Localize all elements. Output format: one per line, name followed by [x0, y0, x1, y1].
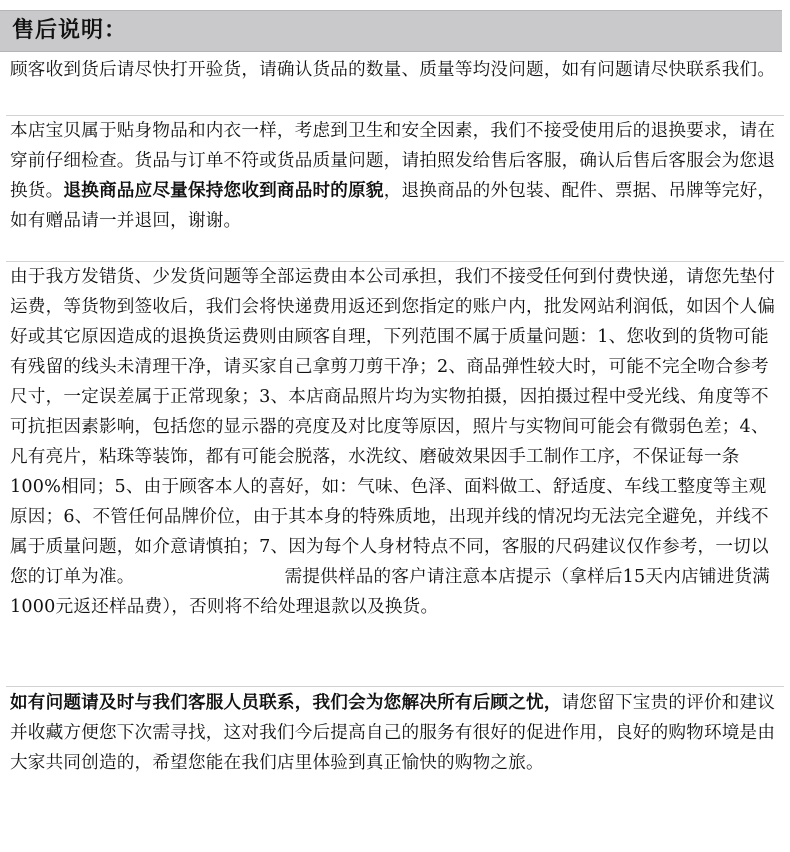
- paragraph-return-policy: [10, 116, 780, 236]
- paragraph-text: ，退换商品的外包装、配件、票据、吊牌等完好，如有赠品请一并退回，谢谢。: [10, 181, 776, 231]
- paragraph-text: 请您留下宝贵的评价和建议并收藏方便您下次需寻找，这对我们今后提高自己的服务有很好的促进作用，良好的购物环境是由大家共同创造的，希望您能在我们店里体验到真正愉快的购物之旅。: [10, 693, 776, 773]
- paragraph-text: 需提供样品的客户请注意本店提示（拿样后15天内店铺进货满1000元返还样品费），否则将不给处理退款以及换货。: [10, 567, 770, 617]
- page-title: 售后说明：: [12, 18, 128, 43]
- divider: [6, 686, 784, 687]
- section-header: [0, 10, 782, 52]
- paragraph-text: 本店宝贝属于贴身物品和内衣一样，考虑到卫生和安全因素，我们不接受使用后的退换要求，请在穿前仔细检查。货品与订单不符或货品质量问题，请拍照发给售后客服，确认后售后客服会为您退换货。: [10, 121, 776, 201]
- paragraph-emphasis: 如有问题请及时与我们客服人员联系，我们会为您解决所有后顾之忧，: [10, 692, 562, 713]
- paragraph-contact: [10, 688, 780, 778]
- paragraph-inspection: [10, 55, 780, 85]
- paragraph-shipping-and-quality: [10, 262, 780, 622]
- paragraph-text: 由于我方发错货、少发货问题等全部运费由本公司承担，我们不接受任何到付费快递，请您先垫付运费，等货物到签收后，我们会将快递费用返还到您指定的账户内，批发网站利润低，如因个人偏好或其它原因造成的退换货运费则由顾客自理，下列范围不属于质量问题：1、您收到的货物可能有残留的线头未清理干净，请买家自己拿剪刀剪干净；2、商品弹性较大时，可能不完全吻合参考尺寸，一定误差属于正常现象；3、本店商品照片均为实物拍摄，因拍摄过程中受光线、角度等不可抗拒因素影响，包括您的显示器的亮度及对比度等原因，照片与实物间可能会有微弱色差；4、凡有亮片，粘珠等装饰，都有可能会脱落，水洗纹、磨破效果因手工制作工序，不保证每一条100%相同；5、由于顾客本人的喜好，如：气味、色泽、面料做工、舒适度、车线工整度等主观原因；6、不管任何品牌价位，由于其本身的特殊质地，出现并线的情况均无法完全避免，并线不属于质量问题，如介意请慎拍；7、因为每个人身材特点不同，客服的尺码建议仅作参考，一切以您的订单为准。: [10, 267, 776, 587]
- paragraph-emphasis: 退换商品应尽量保持您收到商品时的原貌: [63, 180, 384, 201]
- paragraph-text: 顾客收到货后请尽快打开验货，请确认货品的数量、质量等均没问题，如有问题请尽快联系我们。: [10, 60, 776, 80]
